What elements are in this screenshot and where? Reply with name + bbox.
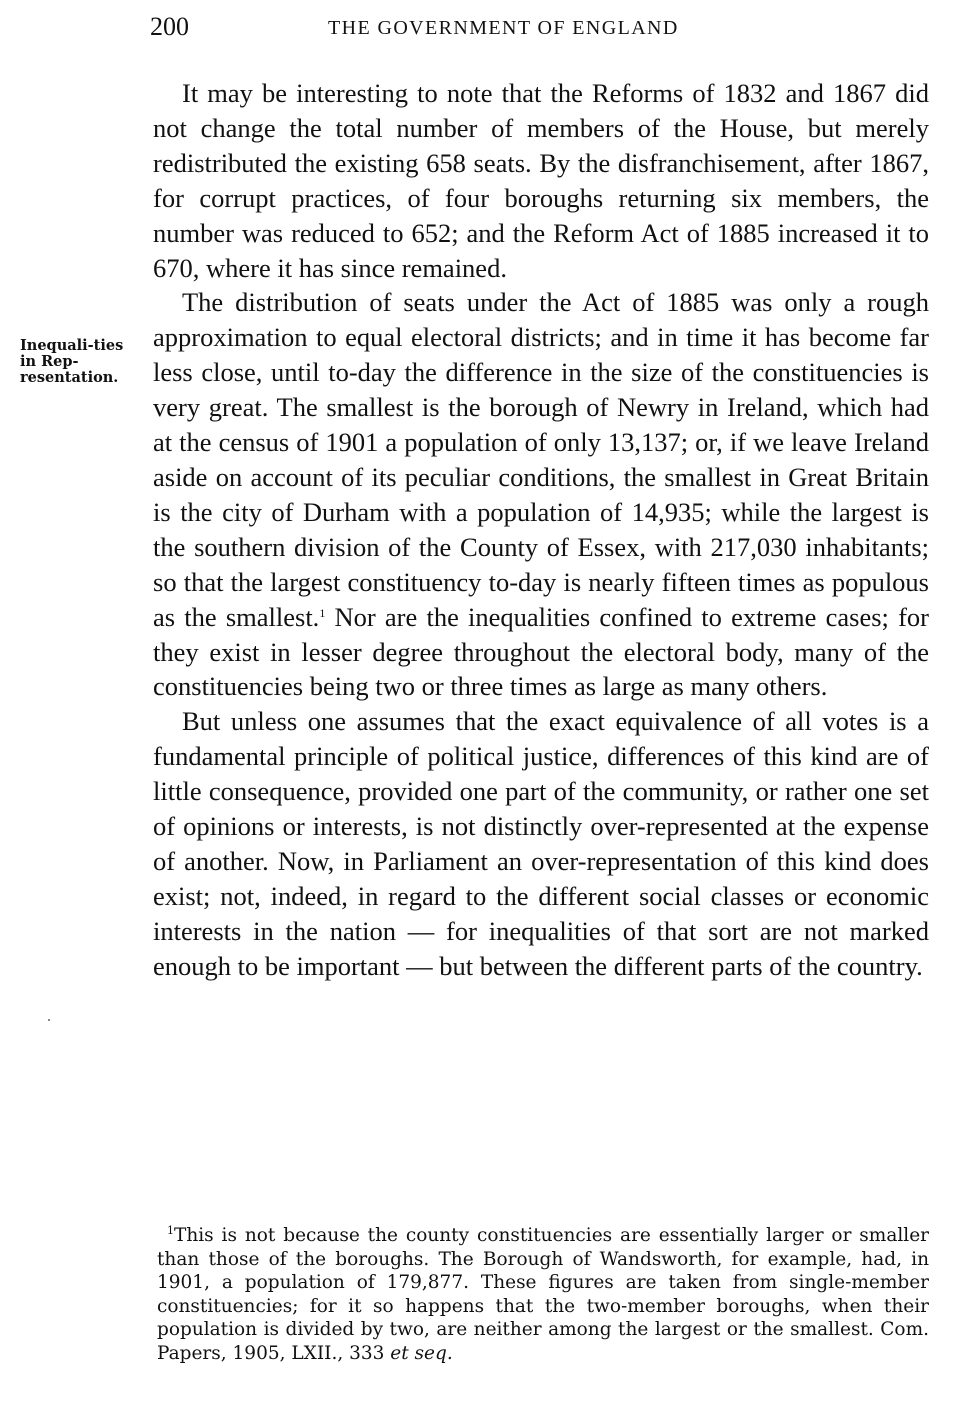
body-text [153,76,929,984]
footnote-italic-tail: et seq. [390,1342,453,1364]
paragraph-2-text: The distribution of seats under the Act of 1885 was only a rough approximation to equal electoral districts; and in time it has become far less close, until to-day the difference in the size of the constituencies is very great. The smallest is the borough of Newry in Ireland, which had at the census of 1901 a population of only 13,137; or, if we leave Ireland aside on account of its peculiar conditions, the smallest in Great Britain is the city of Durham with a population of 14,935; while the largest is the southern division of the County of Essex, with 217,030 inhabitants; so that the largest constituency to-day is nearly fifteen times as populous as the smallest. [153,287,929,632]
page-number: 200 [150,12,189,41]
paragraph-2 [153,285,929,704]
footnote-mark: 1 [167,1224,174,1237]
running-head: THE GOVERNMENT OF ENGLAND [328,17,679,39]
page-header [150,10,930,46]
margin-note: Inequali-ties in Rep-resentation. [20,337,124,386]
paragraph-2-continuation: Nor are the inequalities confined to extreme cases; for they exist in lesser degree throughout the electoral body, many of the constituencies being two or three times as large as many others. [153,601,929,702]
footnote-reference: 1 [319,605,326,620]
page-mark [48,1019,50,1021]
paragraph-3: But unless one assumes that the exact equivalence of all votes is a fundamental principle of political justice, differences of this kind are of little consequence, provided one part of the community, or rather one set of opinions or interests, is not distinctly over-represented at the expense of another. Now, in Parliament an over-representation of this kind does exist; not, indeed, in regard to the different social classes or economic interests in the nation — for inequalities of that sort are not marked enough to be important — but between the different parts of the country. [153,706,929,981]
footnote-text: This is not because the county constituencies are essentially larger or smaller than those of the boroughs. The Borough of Wandsworth, for example, had, in 1901, a population of 179,877. These figures are taken from single-member constituencies; for it so happens that the two-member boroughs, when their population is divided by two, are neither among the largest or the smallest. Com. Papers, 1905, LXII., 333 [157,1225,929,1364]
paragraph-1: It may be interesting to note that the Reforms of 1832 and 1867 did not change the total number of members of the House, but merely redistributed the existing 658 seats. By the disfranchisement, after 1867, for corrupt practices, of four boroughs returning six members, the number was reduced to 652; and the Reform Act of 1885 increased it to 670, where it has since remained. [153,78,929,283]
footnote [157,1224,929,1366]
